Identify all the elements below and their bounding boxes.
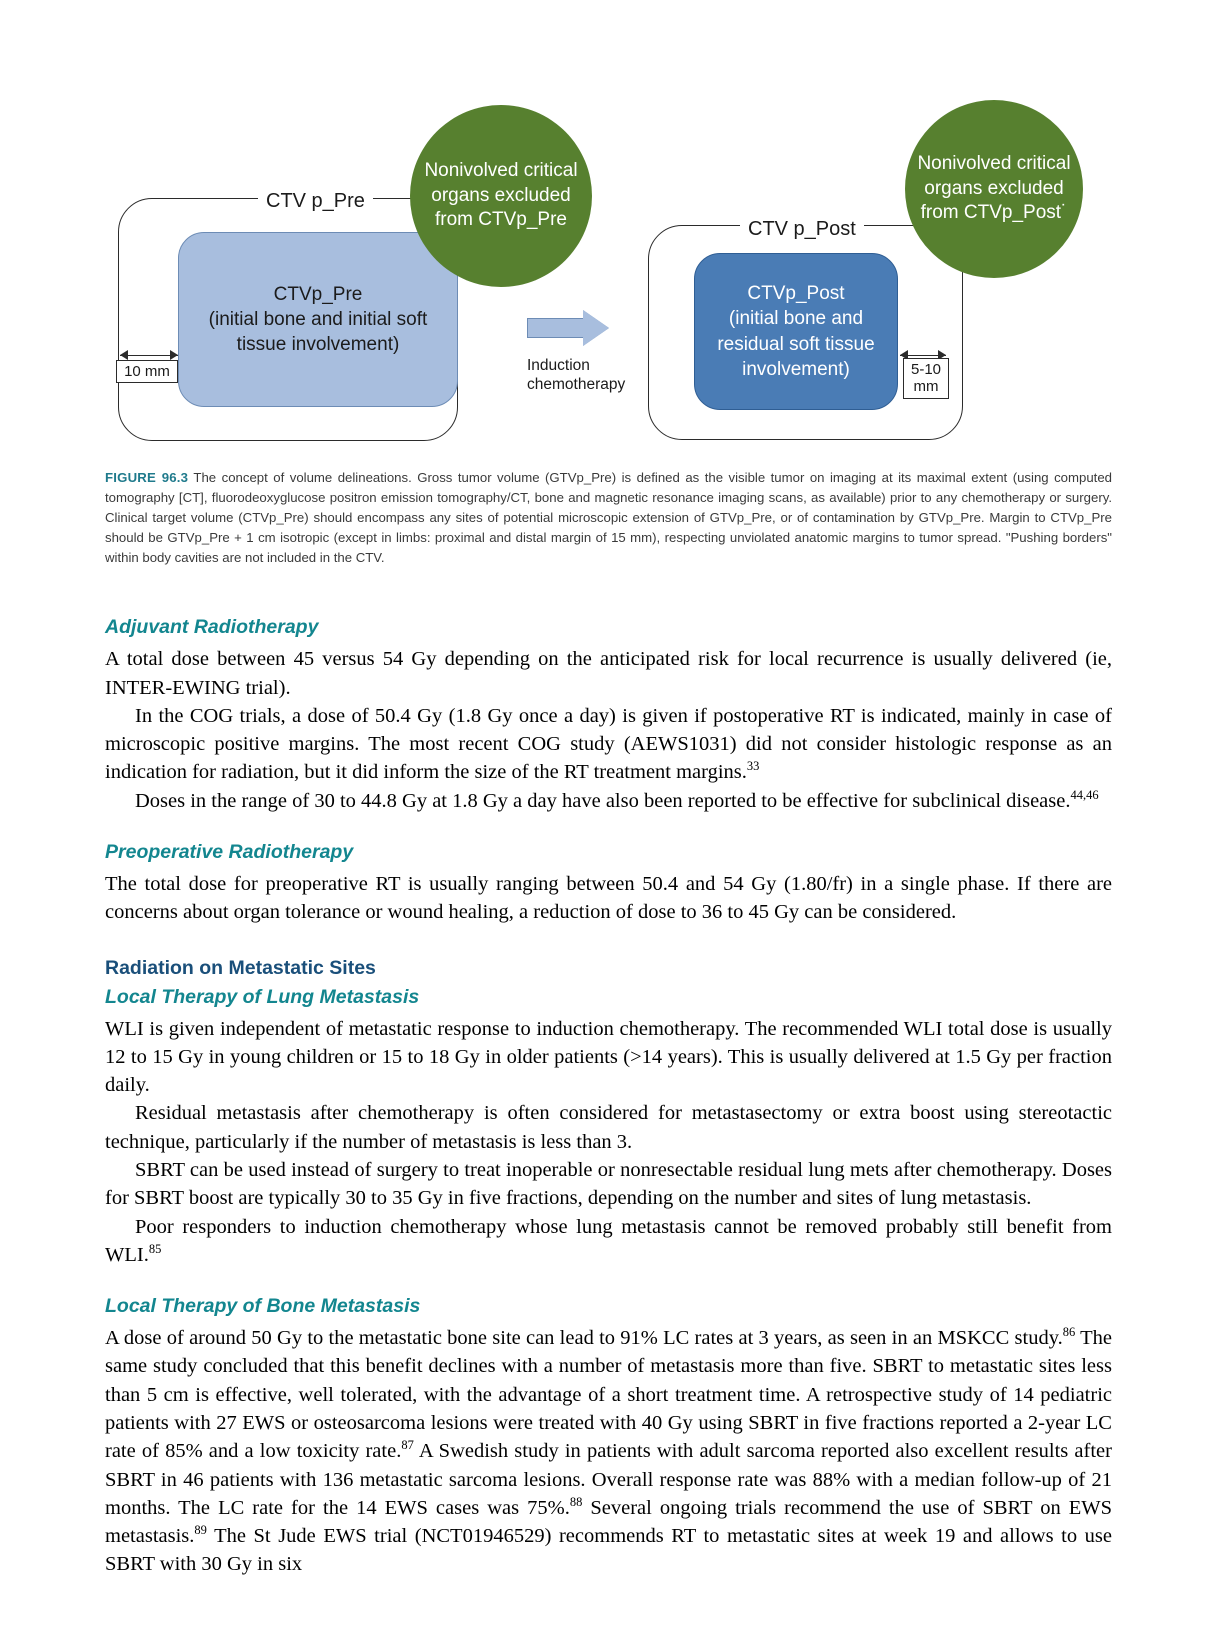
figure-caption-text: The concept of volume delineations. Gross tumor volume (GTVp_Pre) is defined as the visible tumor on imaging at its maximal extent (using computed tomography [CT], fluorodeoxyglucose positron emission tomography/CT, bone and magnetic resonance imaging scans, as available) prior to any chemotherapy or surgery. Clinical target volume (CTVp_Pre) should encompass any sites of potential microscopic extension of GTVp_Pre, or of contamination by GTVp_Pre. Margin to CTVp_Pre should be GTVp_Pre + 1 cm isotropic (except in limbs: proximal and distal margin of 15 mm), respecting unviolated anatomic margins to tumor spread. "Pushing borders" within body cavities are not included in the CTV. [105, 470, 1112, 566]
paragraph-lung-2: Residual metastasis after chemotherapy is often considered for metastasectomy or extra boost using stereotactic technique, particularly if the number of metastasis is less than 3. [105, 1102, 1112, 1153]
paragraph-adjuvant-2 [105, 702, 1112, 787]
figure-96-3 [0, 0, 1217, 450]
nonivolved-organs-circle-post-text: Nonivolved critical organs excluded from CTVp_Post˙ [917, 152, 1071, 224]
induction-chemotherapy-label-line2: chemotherapy [527, 376, 626, 394]
citation-44-46: 44,46 [1070, 787, 1099, 802]
citation-33: 33 [746, 759, 760, 774]
paragraph-bone-1-text3: A Swedish study in patients with adult sarcoma reported also excellent results after SBRT in 46 patients with 136 metastatic sarcoma lesions. Overall response rate was 88% with a median follow-up of 21 months. The LC rate for the 14 EWS cases was 75%. [105, 1440, 1112, 1519]
ctv-post-inner-line4: involvement) [742, 358, 850, 380]
ctv-pre-inner-line1: CTVp_Pre [273, 283, 363, 305]
paragraph-bone-1-text2: The same study concluded that this benefit declines with a number of metastasis more than five. SBRT to metastatic sites less than 5 cm is effective, well tolerated, with the advantage of a short treatment time. A retrospective study of 14 pediatric patients with 27 EWS or osteosarcoma lesions were treated with 40 Gy using SBRT in five fractions reported a 2-year LC rate of 85% and a low toxicity rate. [105, 1327, 1112, 1463]
arrow-head [583, 310, 609, 346]
ctv-post-inner-line1: CTVp_Post [747, 283, 845, 305]
ctv-post-margin-tag: 5-10 mm [903, 358, 949, 399]
article-body [105, 568, 1112, 1578]
induction-chemotherapy-arrow [527, 310, 611, 346]
ctv-pre-margin-tag: 10 mm [116, 360, 178, 383]
ctv-pre-margin-arrowhead-right [170, 350, 178, 360]
ctv-pre-inner-line2: (initial bone and initial soft [208, 308, 428, 330]
induction-chemotherapy-label-line1: Induction [527, 357, 590, 374]
figure-caption-number: FIGURE 96.3 [105, 470, 189, 485]
paragraph-preoperative-1: The total dose for preoperative RT is usually ranging between 50.4 and 54 Gy (1.80/fr) in a single phase. If there are concerns about organ tolerance or wound healing, a reduction of dose to 36 to 45 Gy can be considered. [105, 873, 1112, 924]
ctv-pre-inner-line3: tissue involvement) [236, 334, 400, 356]
citation-87: 87 [401, 1438, 414, 1453]
paragraph-bone-1-text5: The St Jude EWS trial (NCT01946529) recommends RT to metastatic sites at week 19 and allows to use SBRT with 30 Gy in six [105, 1525, 1112, 1576]
paragraph-lung-1: WLI is given independent of metastatic response to induction chemotherapy. The recommended WLI total dose is usually 12 to 15 Gy in young children or 15 to 18 Gy in older patients (>14 years). This is usually delivered at 1.5 Gy per fraction daily. [105, 1017, 1112, 1097]
paragraph-adjuvant-2-text: In the COG trials, a dose of 50.4 Gy (1.8 Gy once a day) is given if postoperative RT is indicated, mainly in case of microscopic positive margins. The most recent COG study (AEWS1031) did not consider histologic response as an indication for radiation, but it did inform the size of the RT treatment margins. [105, 704, 1112, 784]
arrow-shaft [527, 318, 585, 338]
nonivolved-organs-circle-pre-text: Nonivolved critical organs excluded from CTVp_Pre [424, 159, 578, 231]
ctv-pre-inner-volume [178, 232, 458, 407]
citation-89: 89 [194, 1523, 207, 1538]
ctv-post-inner-line3: residual soft tissue [717, 333, 875, 355]
paragraph-bone-1-text: A dose of around 50 Gy to the metastatic bone site can lead to 91% LC rates at 3 years, as seen in an MSKCC study. [105, 1327, 1063, 1350]
ctv-post-inner-line2: (initial bone and [728, 308, 864, 330]
heading-adjuvant-radiotherapy: Adjuvant Radiotherapy [105, 616, 319, 639]
paragraph-bone-1-text4: Several ongoing trials recommend the use of SBRT on EWS metastasis. [105, 1496, 1112, 1548]
paragraph-lung-3: SBRT can be used instead of surgery to treat inoperable or nonresectable residual lung mets after chemotherapy. Doses for SBRT boost are typically 30 to 35 Gy in five fractions, depending on the number and sites of lung metastasis. [105, 1158, 1112, 1210]
citation-86: 86 [1062, 1325, 1076, 1340]
paragraph-lung-4 [105, 1213, 1112, 1270]
induction-chemotherapy-label [527, 356, 625, 395]
paragraph-lung-4-text: Poor responders to induction chemotherapy whose lung metastasis cannot be removed probably still benefit from WLI. [105, 1215, 1112, 1266]
heading-preoperative-radiotherapy: Preoperative Radiotherapy [105, 841, 354, 863]
paragraph-adjuvant-3-text: Doses in the range of 30 to 44.8 Gy at 1.8 Gy a day have also been reported to be effective for subclinical disease. [135, 789, 1071, 812]
citation-88: 88 [569, 1494, 583, 1509]
heading-radiation-metastatic-sites: Radiation on Metastatic Sites [105, 956, 376, 979]
ctv-post-outer-label: CTV p_Post [740, 218, 864, 241]
paragraph-adjuvant-3 [105, 787, 1112, 815]
paragraph-bone-1 [105, 1324, 1112, 1579]
paragraph-adjuvant-1: A total dose between 45 versus 54 Gy depending on the anticipated risk for local recurrence is usually delivered (ie, INTER-EWING trial). [105, 648, 1112, 699]
ctv-pre-outer-label: CTV p_Pre [258, 190, 373, 213]
heading-local-therapy-bone-metastasis: Local Therapy of Bone Metastasis [105, 1295, 421, 1318]
nonivolved-organs-circle-post [905, 100, 1083, 278]
ctv-post-inner-volume [694, 253, 898, 410]
heading-local-therapy-lung-metastasis: Local Therapy of Lung Metastasis [105, 985, 420, 1008]
nonivolved-organs-circle-pre [410, 105, 592, 287]
ctv-pre-margin-arrowhead-left [120, 350, 128, 360]
figure-caption [105, 468, 1112, 568]
figure-canvas [0, 0, 1217, 450]
citation-85: 85 [148, 1241, 162, 1256]
